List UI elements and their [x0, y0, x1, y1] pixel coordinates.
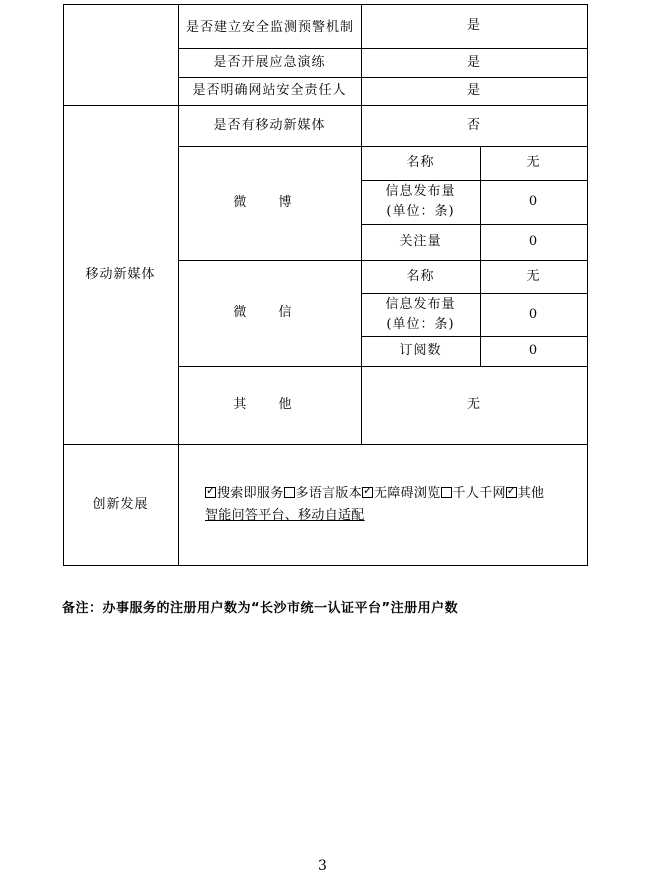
- other-value: 无: [466, 397, 481, 412]
- weixin-posts-value: 0: [528, 306, 539, 322]
- option-other: ✓ 其他: [506, 486, 545, 501]
- section-label-mobile: 移动新媒体: [85, 266, 156, 282]
- checked-checkbox-icon: [506, 487, 517, 498]
- weixin-subs-value: 0: [528, 343, 539, 358]
- other-label: 其 他: [233, 397, 306, 412]
- empty-checkbox-icon: [441, 487, 452, 498]
- weixin-subs-label: 订阅数: [399, 343, 442, 358]
- weibo-posts-label: 信息发布量 (单位：条): [385, 184, 456, 219]
- option-accessibility: ✓ 无障碍浏览: [362, 486, 441, 501]
- row-value-responsible: 是: [466, 83, 481, 98]
- has-new-media-value: 否: [466, 117, 481, 133]
- weixin-label: 微 信: [233, 305, 306, 320]
- checked-checkbox-icon: [362, 487, 373, 498]
- weibo-follow-label: 关注量: [399, 234, 442, 249]
- section-label-innovation: 创新发展: [92, 496, 149, 512]
- row-value-monitoring: 是: [466, 18, 481, 33]
- checked-checkbox-icon: [205, 487, 216, 498]
- empty-checkbox-icon: [284, 487, 295, 498]
- weibo-posts-value: 0: [528, 194, 539, 209]
- row-label-responsible: 是否明确网站安全责任人: [192, 83, 347, 98]
- option-search-service: ✓搜索即服务: [205, 486, 284, 501]
- option-multilanguage: 多语言版本: [284, 486, 363, 501]
- option-personalized: 千人千网: [441, 486, 506, 501]
- page-number: 3: [318, 858, 327, 874]
- weibo-name-value: 无: [526, 155, 541, 170]
- row-label-monitoring: 是否建立安全监测预警机制: [185, 19, 354, 35]
- weixin-name-value: 无: [526, 268, 541, 284]
- row-value-drill: 是: [466, 54, 481, 70]
- footnote: 备注：办事服务的注册用户数为“长沙市统一认证平台”注册用户数: [62, 601, 459, 616]
- weibo-label: 微 博: [233, 195, 306, 210]
- weixin-name-label: 名称: [406, 268, 435, 284]
- innovation-options: [205, 483, 585, 527]
- other-detail: 智能问答平台、移动自适配: [205, 508, 365, 523]
- weibo-follow-value: 0: [528, 234, 539, 249]
- weixin-posts-label: 信息发布量 (单位：条): [385, 296, 456, 332]
- has-new-media-label: 是否有移动新媒体: [213, 117, 326, 133]
- row-label-drill: 是否开展应急演练: [213, 54, 326, 70]
- weibo-name-label: 名称: [406, 155, 435, 170]
